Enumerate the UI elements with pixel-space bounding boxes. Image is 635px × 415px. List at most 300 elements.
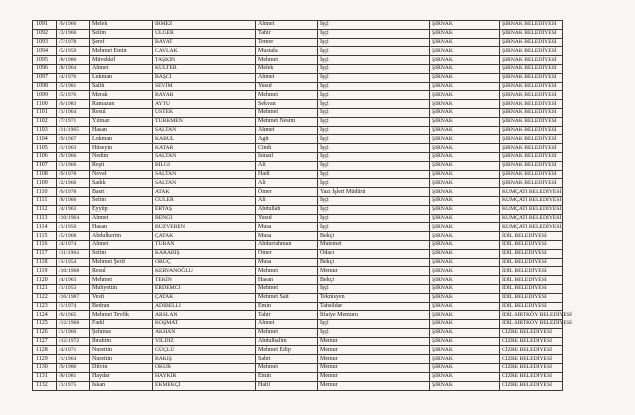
cell-municipality: ŞIRNAK BELEDİYESİ bbox=[500, 29, 563, 38]
cell-date: /5/1981 bbox=[57, 82, 90, 91]
cell-surname: ÜSTEK bbox=[153, 108, 256, 117]
cell-date: /1/1975 bbox=[57, 381, 90, 390]
cell-father-name: Halil bbox=[256, 381, 318, 390]
cell-surname: BUZVEREN bbox=[153, 223, 256, 232]
cell-no: 1109 bbox=[33, 179, 57, 188]
cell-date: /1/1954 bbox=[57, 258, 90, 267]
cell-no: 1103 bbox=[33, 126, 57, 135]
cell-province: ŞIRNAK bbox=[430, 29, 500, 38]
cell-province: ŞIRNAK bbox=[430, 108, 500, 117]
cell-date: /10/1987 bbox=[57, 293, 90, 302]
cell-date: /9/1986 bbox=[57, 364, 90, 373]
cell-surname: KOŞMAT bbox=[153, 320, 256, 329]
table-row bbox=[33, 249, 563, 258]
cell-no: 1092 bbox=[33, 29, 57, 38]
cell-father-name: Abdullah bbox=[256, 205, 318, 214]
cell-province: ŞIRNAK bbox=[430, 302, 500, 311]
cell-no: 1131 bbox=[33, 372, 57, 381]
cell-province: ŞIRNAK bbox=[430, 284, 500, 293]
table-row bbox=[33, 196, 563, 205]
cell-first-name: Reşit bbox=[90, 161, 153, 170]
cell-date: /10/1964 bbox=[57, 214, 90, 223]
cell-date: /9/1978 bbox=[57, 170, 90, 179]
cell-date: /7/1971 bbox=[57, 117, 90, 126]
cell-father-name: Mustafa bbox=[256, 47, 318, 56]
cell-date: /10/1968 bbox=[57, 267, 90, 276]
cell-father-name: Ali bbox=[256, 179, 318, 188]
cell-no: 1132 bbox=[33, 381, 57, 390]
cell-father-name: Mehmet Nesim bbox=[256, 117, 318, 126]
cell-municipality: İDİL BELEDİYESİ bbox=[500, 249, 563, 258]
cell-first-name: Vesfi bbox=[90, 293, 153, 302]
cell-first-name: Resul bbox=[90, 108, 153, 117]
cell-surname: EKMEKÇİ bbox=[153, 381, 256, 390]
cell-date: /1/1974 bbox=[57, 302, 90, 311]
cell-province: ŞIRNAK bbox=[430, 126, 500, 135]
cell-no: 1107 bbox=[33, 161, 57, 170]
cell-date: /1/1960 bbox=[57, 328, 90, 337]
cell-no: 1120 bbox=[33, 276, 57, 285]
cell-surname: TEKİN bbox=[153, 276, 256, 285]
cell-first-name: Şehmus bbox=[90, 328, 153, 337]
cell-date: /1/1964 bbox=[57, 355, 90, 364]
cell-municipality: İDİL BELEDİYESİ bbox=[500, 284, 563, 293]
cell-date: /2/1960 bbox=[57, 179, 90, 188]
cell-father-name: İsmail bbox=[256, 152, 318, 161]
cell-title: İşçi bbox=[318, 196, 430, 205]
cell-first-name: Mehmet Tevfik bbox=[90, 311, 153, 320]
cell-first-name: Nedim bbox=[90, 152, 153, 161]
cell-father-name: Sekvan bbox=[256, 100, 318, 109]
table-row bbox=[33, 337, 563, 346]
table-row bbox=[33, 29, 563, 38]
cell-first-name: Mehmet Şerif bbox=[90, 258, 153, 267]
cell-date: /9/1966 bbox=[57, 152, 90, 161]
cell-province: ŞIRNAK bbox=[430, 258, 500, 267]
cell-date: /8/1960 bbox=[57, 196, 90, 205]
cell-father-name: Mehmet bbox=[256, 108, 318, 117]
table-row bbox=[33, 258, 563, 267]
cell-province: ŞIRNAK bbox=[430, 355, 500, 364]
table-row bbox=[33, 223, 563, 232]
cell-municipality: KUMÇATI BELEDİYESİ bbox=[500, 223, 563, 232]
cell-first-name: Ahmet bbox=[90, 240, 153, 249]
cell-surname: BENGİ bbox=[153, 214, 256, 223]
cell-surname: GÜÇLÜ bbox=[153, 346, 256, 355]
cell-no: 1117 bbox=[33, 249, 57, 258]
cell-title: İşçi bbox=[318, 179, 430, 188]
cell-surname: TURAN bbox=[153, 240, 256, 249]
cell-title: İşçi bbox=[318, 284, 430, 293]
cell-province: ŞIRNAK bbox=[430, 240, 500, 249]
cell-title: İşçi bbox=[318, 82, 430, 91]
cell-title: İşçi bbox=[318, 47, 430, 56]
cell-no: 1102 bbox=[33, 117, 57, 126]
cell-first-name: Hasan bbox=[90, 223, 153, 232]
cell-municipality: KUMÇATI BELEDİYESİ bbox=[500, 196, 563, 205]
cell-municipality: CİZRE BELEDİYESİ bbox=[500, 372, 563, 381]
cell-title: İşçi bbox=[318, 152, 430, 161]
cell-province: ŞIRNAK bbox=[430, 328, 500, 337]
cell-father-name: Tahir bbox=[256, 29, 318, 38]
cell-municipality: ŞIRNAK BELEDİYESİ bbox=[500, 91, 563, 100]
cell-title: İşçi bbox=[318, 38, 430, 47]
cell-title: Bekçi bbox=[318, 276, 430, 285]
cell-surname: ATAK bbox=[153, 188, 256, 197]
cell-surname: AYTU bbox=[153, 100, 256, 109]
cell-father-name: Abdurrahman bbox=[256, 240, 318, 249]
cell-date: /5/1959 bbox=[57, 47, 90, 56]
cell-date: /6/1966 bbox=[57, 21, 90, 30]
cell-first-name: Hüseyin bbox=[90, 144, 153, 153]
cell-municipality: İDİL BELEDİYESİ bbox=[500, 267, 563, 276]
cell-surname: SEVİM bbox=[153, 82, 256, 91]
table-row bbox=[33, 82, 563, 91]
cell-first-name: Selim bbox=[90, 249, 153, 258]
cell-municipality: KUMÇATI BELEDİYESİ bbox=[500, 214, 563, 223]
cell-no: 1130 bbox=[33, 364, 57, 373]
cell-surname: ERDEMCİ bbox=[153, 284, 256, 293]
table-row bbox=[33, 38, 563, 47]
cell-title: İşçi bbox=[318, 328, 430, 337]
cell-municipality: İDİL BELEDİYESİ bbox=[500, 240, 563, 249]
cell-father-name: Ahmet bbox=[256, 320, 318, 329]
cell-title: Memur bbox=[318, 267, 430, 276]
cell-father-name: Ömer bbox=[256, 188, 318, 197]
cell-municipality: ŞIRNAK BELEDİYESİ bbox=[500, 82, 563, 91]
cell-province: ŞIRNAK bbox=[430, 232, 500, 241]
cell-province: ŞIRNAK bbox=[430, 100, 500, 109]
cell-title: İşçi bbox=[318, 144, 430, 153]
cell-father-name: Yusuf bbox=[256, 214, 318, 223]
cell-municipality: ŞIRNAK BELEDİYESİ bbox=[500, 73, 563, 82]
cell-municipality: ŞIRNAK BELEDİYESİ bbox=[500, 135, 563, 144]
cell-title: İşçi bbox=[318, 170, 430, 179]
cell-title: Memur bbox=[318, 372, 430, 381]
cell-surname: BAKIŞ bbox=[153, 355, 256, 364]
cell-surname: BAYAT bbox=[153, 38, 256, 47]
cell-surname: YILDIZ bbox=[153, 337, 256, 346]
cell-province: ŞIRNAK bbox=[430, 223, 500, 232]
cell-title: İtfaiye Memuru bbox=[318, 311, 430, 320]
cell-municipality: ŞIRNAK BELEDİYESİ bbox=[500, 152, 563, 161]
table-row bbox=[33, 117, 563, 126]
cell-title: Mutemet bbox=[318, 240, 430, 249]
cell-date: /1/1966 bbox=[57, 161, 90, 170]
cell-date: /1/1964 bbox=[57, 108, 90, 117]
cell-no: 1121 bbox=[33, 284, 57, 293]
cell-province: ŞIRNAK bbox=[430, 249, 500, 258]
cell-province: ŞIRNAK bbox=[430, 381, 500, 390]
personnel-table-body bbox=[33, 21, 572, 391]
cell-municipality: İDİL SIRTKÖY BELEDİYESİ bbox=[500, 311, 563, 320]
cell-first-name: Melek bbox=[90, 21, 153, 30]
cell-no: 1096 bbox=[33, 64, 57, 73]
cell-date: /4/1963 bbox=[57, 205, 90, 214]
cell-municipality: ŞIRNAK BELEDİYESİ bbox=[500, 108, 563, 117]
cell-province: ŞIRNAK bbox=[430, 372, 500, 381]
cell-first-name: Selim bbox=[90, 29, 153, 38]
cell-first-name: Ramazan bbox=[90, 100, 153, 109]
cell-father-name: Mehmet bbox=[256, 364, 318, 373]
cell-surname: ÜLGER bbox=[153, 29, 256, 38]
cell-province: ŞIRNAK bbox=[430, 170, 500, 179]
cell-title: Tahsildar bbox=[318, 302, 430, 311]
cell-no: 1099 bbox=[33, 91, 57, 100]
table-row bbox=[33, 91, 563, 100]
cell-title: İşçi bbox=[318, 100, 430, 109]
cell-date: /9/1967 bbox=[57, 135, 90, 144]
cell-title: İşçi bbox=[318, 73, 430, 82]
cell-province: ŞIRNAK bbox=[430, 267, 500, 276]
cell-title: İşçi bbox=[318, 214, 430, 223]
table-row bbox=[33, 302, 563, 311]
cell-no: 1100 bbox=[33, 100, 57, 109]
cell-province: ŞIRNAK bbox=[430, 320, 500, 329]
cell-father-name: Mehmet bbox=[256, 91, 318, 100]
cell-father-name: Mehmet bbox=[256, 284, 318, 293]
cell-title: Memur bbox=[318, 364, 430, 373]
cell-province: ŞIRNAK bbox=[430, 56, 500, 65]
cell-father-name: Cindi bbox=[256, 144, 318, 153]
cell-date: /4/1971 bbox=[57, 346, 90, 355]
cell-first-name: Salih bbox=[90, 82, 153, 91]
cell-date: /1/1950 bbox=[57, 223, 90, 232]
cell-first-name: Müvekkil bbox=[90, 56, 153, 65]
cell-father-name: Ömer bbox=[256, 249, 318, 258]
cell-first-name: Şeref bbox=[90, 38, 153, 47]
cell-province: ŞIRNAK bbox=[430, 276, 500, 285]
table-row bbox=[33, 328, 563, 337]
cell-date: /11/1964 bbox=[57, 249, 90, 258]
cell-father-name: Agit bbox=[256, 135, 318, 144]
cell-surname: SALTAN bbox=[153, 179, 256, 188]
cell-no: 1114 bbox=[33, 223, 57, 232]
cell-municipality: ŞIRNAK BELEDİYESİ bbox=[500, 161, 563, 170]
cell-municipality: CİZRE BELEDİYESİ bbox=[500, 328, 563, 337]
cell-surname: SALTAN bbox=[153, 152, 256, 161]
cell-province: ŞIRNAK bbox=[430, 293, 500, 302]
cell-province: ŞIRNAK bbox=[430, 91, 500, 100]
cell-surname: TÜRKMEN bbox=[153, 117, 256, 126]
cell-title: İşçi bbox=[318, 117, 430, 126]
cell-father-name: Tahir bbox=[256, 311, 318, 320]
cell-first-name: Haydar bbox=[90, 372, 153, 381]
cell-province: ŞIRNAK bbox=[430, 205, 500, 214]
cell-no: 1093 bbox=[33, 38, 57, 47]
cell-municipality: İDİL SIRTKÖY BELEDİYESİ bbox=[500, 320, 563, 329]
cell-no: 1115 bbox=[33, 232, 57, 241]
cell-date: /5/1968 bbox=[57, 232, 90, 241]
cell-province: ŞIRNAK bbox=[430, 214, 500, 223]
cell-first-name: Sadık bbox=[90, 179, 153, 188]
cell-no: 1098 bbox=[33, 82, 57, 91]
cell-no: 1095 bbox=[33, 56, 57, 65]
cell-title: Memur bbox=[318, 381, 430, 390]
cell-surname: BAŞCİ bbox=[153, 73, 256, 82]
cell-no: 1105 bbox=[33, 144, 57, 153]
cell-no: 1122 bbox=[33, 293, 57, 302]
cell-father-name: Melek bbox=[256, 64, 318, 73]
cell-title: Memur bbox=[318, 355, 430, 364]
table-row bbox=[33, 188, 563, 197]
cell-date: /8/1981 bbox=[57, 372, 90, 381]
cell-no: 1125 bbox=[33, 320, 57, 329]
cell-father-name: Emin bbox=[256, 372, 318, 381]
cell-municipality: CİZRE BELEDİYESİ bbox=[500, 337, 563, 346]
table-row bbox=[33, 267, 563, 276]
cell-surname: ERTAŞ bbox=[153, 205, 256, 214]
cell-first-name: Selim bbox=[90, 196, 153, 205]
cell-first-name: Mehmet Emin bbox=[90, 47, 153, 56]
cell-first-name: Dilvin bbox=[90, 364, 153, 373]
cell-first-name: Resul bbox=[90, 267, 153, 276]
cell-title: Memur bbox=[318, 346, 430, 355]
cell-province: ŞIRNAK bbox=[430, 188, 500, 197]
cell-date: /1/1953 bbox=[57, 284, 90, 293]
cell-no: 1091 bbox=[33, 21, 57, 30]
cell-municipality: ŞIRNAK BELEDİYESİ bbox=[500, 170, 563, 179]
cell-municipality: İDİL BELEDİYESİ bbox=[500, 302, 563, 311]
cell-father-name: Hadi bbox=[256, 170, 318, 179]
cell-province: ŞIRNAK bbox=[430, 196, 500, 205]
cell-title: İşçi bbox=[318, 205, 430, 214]
cell-father-name: Ahmet bbox=[256, 126, 318, 135]
table-row bbox=[33, 372, 563, 381]
cell-no: 1111 bbox=[33, 196, 57, 205]
cell-surname: KATAR bbox=[153, 144, 256, 153]
cell-surname: HAYKIR bbox=[153, 372, 256, 381]
cell-municipality: ŞIRNAK BELEDİYESİ bbox=[500, 21, 563, 30]
cell-surname: BAYAR bbox=[153, 91, 256, 100]
cell-province: ŞIRNAK bbox=[430, 117, 500, 126]
cell-father-name: Mehmet bbox=[256, 267, 318, 276]
cell-title: İşçi bbox=[318, 320, 430, 329]
cell-father-name: Ahmet bbox=[256, 73, 318, 82]
table-row bbox=[33, 170, 563, 179]
cell-province: ŞIRNAK bbox=[430, 135, 500, 144]
cell-province: ŞIRNAK bbox=[430, 73, 500, 82]
table-row bbox=[33, 135, 563, 144]
cell-no: 1097 bbox=[33, 73, 57, 82]
cell-no: 1106 bbox=[33, 152, 57, 161]
cell-first-name: İskan bbox=[90, 381, 153, 390]
cell-surname: OKUR bbox=[153, 364, 256, 373]
cell-father-name: Sabri bbox=[256, 355, 318, 364]
cell-no: 1129 bbox=[33, 355, 57, 364]
cell-surname: AKHAN bbox=[153, 328, 256, 337]
table-row bbox=[33, 179, 563, 188]
cell-date: /11/1965 bbox=[57, 126, 90, 135]
cell-father-name: Abdulhalim bbox=[256, 337, 318, 346]
cell-municipality: İDİL BELEDİYESİ bbox=[500, 276, 563, 285]
cell-province: ŞIRNAK bbox=[430, 161, 500, 170]
cell-no: 1094 bbox=[33, 47, 57, 56]
cell-municipality: ŞIRNAK BELEDİYESİ bbox=[500, 126, 563, 135]
cell-first-name: Lokman bbox=[90, 135, 153, 144]
cell-father-name: Hasan bbox=[256, 276, 318, 285]
cell-no: 1118 bbox=[33, 258, 57, 267]
cell-father-name: Temer bbox=[256, 38, 318, 47]
cell-surname: KARABİŞ bbox=[153, 249, 256, 258]
cell-first-name: Nurettin bbox=[90, 355, 153, 364]
cell-date: /1/1963 bbox=[57, 144, 90, 153]
cell-father-name: Yusuf bbox=[256, 82, 318, 91]
cell-surname: ARSLAN bbox=[153, 311, 256, 320]
cell-first-name: İbrahim bbox=[90, 337, 153, 346]
cell-title: İşçi bbox=[318, 126, 430, 135]
cell-father-name: Mehmet bbox=[256, 56, 318, 65]
cell-father-name: Musa bbox=[256, 232, 318, 241]
cell-father-name: Mehmet Sait bbox=[256, 293, 318, 302]
cell-municipality: ŞIRNAK BELEDİYESİ bbox=[500, 100, 563, 109]
table-row bbox=[33, 214, 563, 223]
cell-title: İşçi bbox=[318, 223, 430, 232]
cell-municipality: CİZRE BELEDİYESİ bbox=[500, 355, 563, 364]
cell-surname: KABUL bbox=[153, 135, 256, 144]
cell-father-name: Musa bbox=[256, 258, 318, 267]
cell-surname: ÇATAK bbox=[153, 232, 256, 241]
cell-first-name: Merak bbox=[90, 91, 153, 100]
cell-municipality: ŞIRNAK BELEDİYESİ bbox=[500, 179, 563, 188]
cell-province: ŞIRNAK bbox=[430, 311, 500, 320]
cell-province: ŞIRNAK bbox=[430, 38, 500, 47]
cell-municipality: İDİL BELEDİYESİ bbox=[500, 258, 563, 267]
cell-title: Bekçi bbox=[318, 232, 430, 241]
cell-municipality: ŞIRNAK BELEDİYESİ bbox=[500, 47, 563, 56]
cell-first-name: Fadıl bbox=[90, 320, 153, 329]
cell-surname: CAVLAK bbox=[153, 47, 256, 56]
cell-date: /5/1976 bbox=[57, 91, 90, 100]
cell-no: 1108 bbox=[33, 170, 57, 179]
table-row bbox=[33, 56, 563, 65]
table-row bbox=[33, 144, 563, 153]
cell-title: İşçi bbox=[318, 29, 430, 38]
cell-date: /12/1968 bbox=[57, 320, 90, 329]
cell-municipality: KUMÇATI BELEDİYESİ bbox=[500, 188, 563, 197]
cell-first-name: Nevaf bbox=[90, 170, 153, 179]
table-row bbox=[33, 205, 563, 214]
cell-first-name: Ahmet bbox=[90, 64, 153, 73]
cell-surname: ÇATAK bbox=[153, 293, 256, 302]
cell-no: 1116 bbox=[33, 240, 57, 249]
cell-no: 1126 bbox=[33, 328, 57, 337]
cell-first-name: Nurettin bbox=[90, 346, 153, 355]
cell-date: /6/1983 bbox=[57, 100, 90, 109]
table-row bbox=[33, 64, 563, 73]
cell-title: İşçi bbox=[318, 108, 430, 117]
cell-municipality: ŞIRNAK BELEDİYESİ bbox=[500, 117, 563, 126]
cell-surname: IRMEZ bbox=[153, 21, 256, 30]
personnel-table bbox=[32, 20, 572, 391]
table-row bbox=[33, 73, 563, 82]
table-row bbox=[33, 47, 563, 56]
table-row bbox=[33, 381, 563, 390]
cell-first-name: Hasan bbox=[90, 126, 153, 135]
cell-surname: SALTAN bbox=[153, 170, 256, 179]
table-row bbox=[33, 355, 563, 364]
cell-title: Memur bbox=[318, 337, 430, 346]
cell-first-name: Ahmet bbox=[90, 214, 153, 223]
cell-title: Teknisyen bbox=[318, 293, 430, 302]
cell-municipality: KUMÇATI BELEDİYESİ bbox=[500, 205, 563, 214]
cell-no: 1110 bbox=[33, 188, 57, 197]
cell-first-name: Basri bbox=[90, 188, 153, 197]
cell-date: /8/1964 bbox=[57, 64, 90, 73]
cell-no: 1112 bbox=[33, 205, 57, 214]
cell-no: 1123 bbox=[33, 302, 57, 311]
cell-province: ŞIRNAK bbox=[430, 47, 500, 56]
